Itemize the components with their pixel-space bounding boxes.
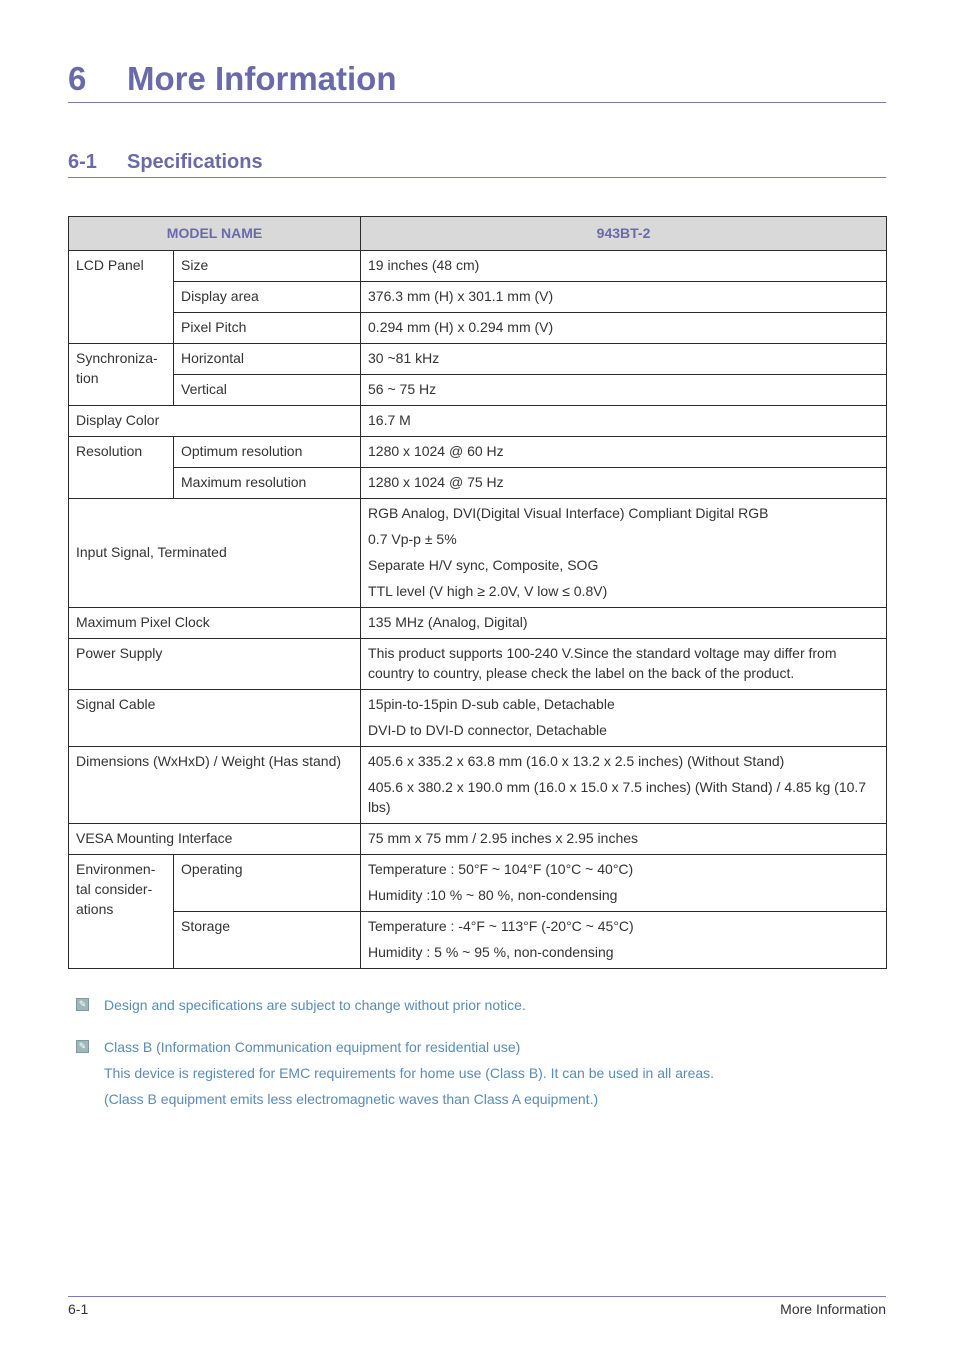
table-row xyxy=(69,251,887,282)
vesa-value: 75 mm x 75 mm / 2.95 inches x 2.95 inches xyxy=(361,824,887,855)
optimum-resolution-label: Optimum resolution xyxy=(174,437,361,468)
input-signal-line: TTL level (V high ≥ 2.0V, V low ≤ 0.8V) xyxy=(368,583,608,599)
table-row xyxy=(69,282,887,313)
power-supply-line: country to country, please check the label on the back of the product. xyxy=(368,665,795,681)
table-row xyxy=(69,468,887,499)
section-number: 6-1 xyxy=(68,151,97,173)
signal-cable-line: 15pin-to-15pin D-sub cable, Detachable xyxy=(368,696,615,712)
input-signal-value xyxy=(361,499,887,608)
optimum-resolution-value: 1280 x 1024 @ 60 Hz xyxy=(361,437,887,468)
note-line: (Class B equipment emits less electromagnetic waves than Class A equipment.) xyxy=(104,1091,599,1107)
input-signal-label: Input Signal, Terminated xyxy=(69,499,361,608)
pixel-pitch-value: 0.294 mm (H) x 0.294 mm (V) xyxy=(361,313,887,344)
lcd-panel-label: LCD Panel xyxy=(69,251,174,344)
storage-line: Humidity : 5 % ~ 95 %, non-condensing xyxy=(368,944,614,960)
table-row xyxy=(69,406,887,437)
table-row xyxy=(69,499,887,608)
dimensions-line: lbs) xyxy=(368,799,391,815)
storage-value xyxy=(361,912,887,969)
table-row xyxy=(69,437,887,468)
table-row xyxy=(69,855,887,912)
signal-cable-line: DVI-D to DVI-D connector, Detachable xyxy=(368,722,607,738)
vesa-label: VESA Mounting Interface xyxy=(69,824,361,855)
table-row xyxy=(69,608,887,639)
power-supply-label: Power Supply xyxy=(69,639,361,690)
vertical-label: Vertical xyxy=(174,375,361,406)
power-supply-line: This product supports 100-240 V.Since the standard voltage may differ from xyxy=(368,645,837,661)
table-row xyxy=(69,912,887,969)
note-icon: ✎ xyxy=(76,1040,89,1053)
storage-line: Temperature : -4°F ~ 113°F (-20°C ~ 45°C) xyxy=(368,918,634,934)
max-pixel-clock-value: 135 MHz (Analog, Digital) xyxy=(361,608,887,639)
display-area-value: 376.3 mm (H) x 301.1 mm (V) xyxy=(361,282,887,313)
display-color-label: Display Color xyxy=(69,406,361,437)
chapter-number: 6 xyxy=(68,60,87,97)
note-line: Design and specifications are subject to change without prior notice. xyxy=(104,997,526,1013)
page-footer xyxy=(68,1296,886,1321)
input-signal-line: RGB Analog, DVI(Digital Visual Interface) Compliant Digital RGB xyxy=(368,505,769,521)
signal-cable-value xyxy=(361,690,887,747)
model-name-header: MODEL NAME xyxy=(69,217,361,251)
pixel-pitch-label: Pixel Pitch xyxy=(174,313,361,344)
maximum-resolution-label: Maximum resolution xyxy=(174,468,361,499)
dimensions-value xyxy=(361,747,887,824)
note-line: Class B (Information Communication equipment for residential use) xyxy=(104,1039,521,1055)
specifications-table xyxy=(68,216,887,969)
synchronization-label xyxy=(69,344,174,406)
page-number: 6-1 xyxy=(68,1301,89,1317)
table-row xyxy=(69,824,887,855)
signal-cable-label: Signal Cable xyxy=(69,690,361,747)
chapter-title: More Information xyxy=(127,60,397,97)
table-row xyxy=(69,375,887,406)
footer-title: More Information xyxy=(780,1301,886,1317)
resolution-label: Resolution xyxy=(69,437,174,499)
environmental-label xyxy=(69,855,174,969)
operating-value xyxy=(361,855,887,912)
table-row xyxy=(69,313,887,344)
dimensions-line: 405.6 x 335.2 x 63.8 mm (16.0 x 13.2 x 2.5 inches) (Without Stand) xyxy=(368,753,785,769)
chapter-heading xyxy=(68,56,886,103)
horizontal-label: Horizontal xyxy=(174,344,361,375)
display-color-value: 16.7 M xyxy=(361,406,887,437)
table-row xyxy=(69,690,887,747)
environmental-label-line: ations xyxy=(76,901,114,917)
note-icon: ✎ xyxy=(76,998,89,1011)
max-pixel-clock-label: Maximum Pixel Clock xyxy=(69,608,361,639)
dimensions-line: 405.6 x 380.2 x 190.0 mm (16.0 x 15.0 x 7.5 inches) (With Stand) / 4.85 kg (10.7 xyxy=(368,779,867,795)
power-supply-value xyxy=(361,639,887,690)
table-row xyxy=(69,747,887,824)
input-signal-line: 0.7 Vp-p ± 5% xyxy=(368,531,457,547)
maximum-resolution-value: 1280 x 1024 @ 75 Hz xyxy=(361,468,887,499)
table-row xyxy=(69,639,887,690)
synchronization-label-text: Synchroniza-tion xyxy=(76,350,158,386)
table-row xyxy=(69,344,887,375)
size-value: 19 inches (48 cm) xyxy=(361,251,887,282)
horizontal-value: 30 ~81 kHz xyxy=(361,344,887,375)
input-signal-line: Separate H/V sync, Composite, SOG xyxy=(368,557,599,573)
operating-label: Operating xyxy=(174,855,361,912)
dimensions-label: Dimensions (WxHxD) / Weight (Has stand) xyxy=(69,747,361,824)
display-area-label: Display area xyxy=(174,282,361,313)
storage-label: Storage xyxy=(174,912,361,969)
table-header-row xyxy=(69,217,887,251)
size-label: Size xyxy=(174,251,361,282)
operating-line: Humidity :10 % ~ 80 %, non-condensing xyxy=(368,887,618,903)
model-value-header: 943BT-2 xyxy=(361,217,887,251)
environmental-label-line: tal consider- xyxy=(76,881,153,897)
vertical-value: 56 ~ 75 Hz xyxy=(361,375,887,406)
operating-line: Temperature : 50°F ~ 104°F (10°C ~ 40°C) xyxy=(368,861,634,877)
note-line: This device is registered for EMC requirements for home use (Class B). It can be used in all areas. xyxy=(104,1065,715,1081)
environmental-label-line: Environmen- xyxy=(76,861,156,877)
section-title: Specifications xyxy=(127,151,263,173)
section-heading xyxy=(68,148,886,178)
